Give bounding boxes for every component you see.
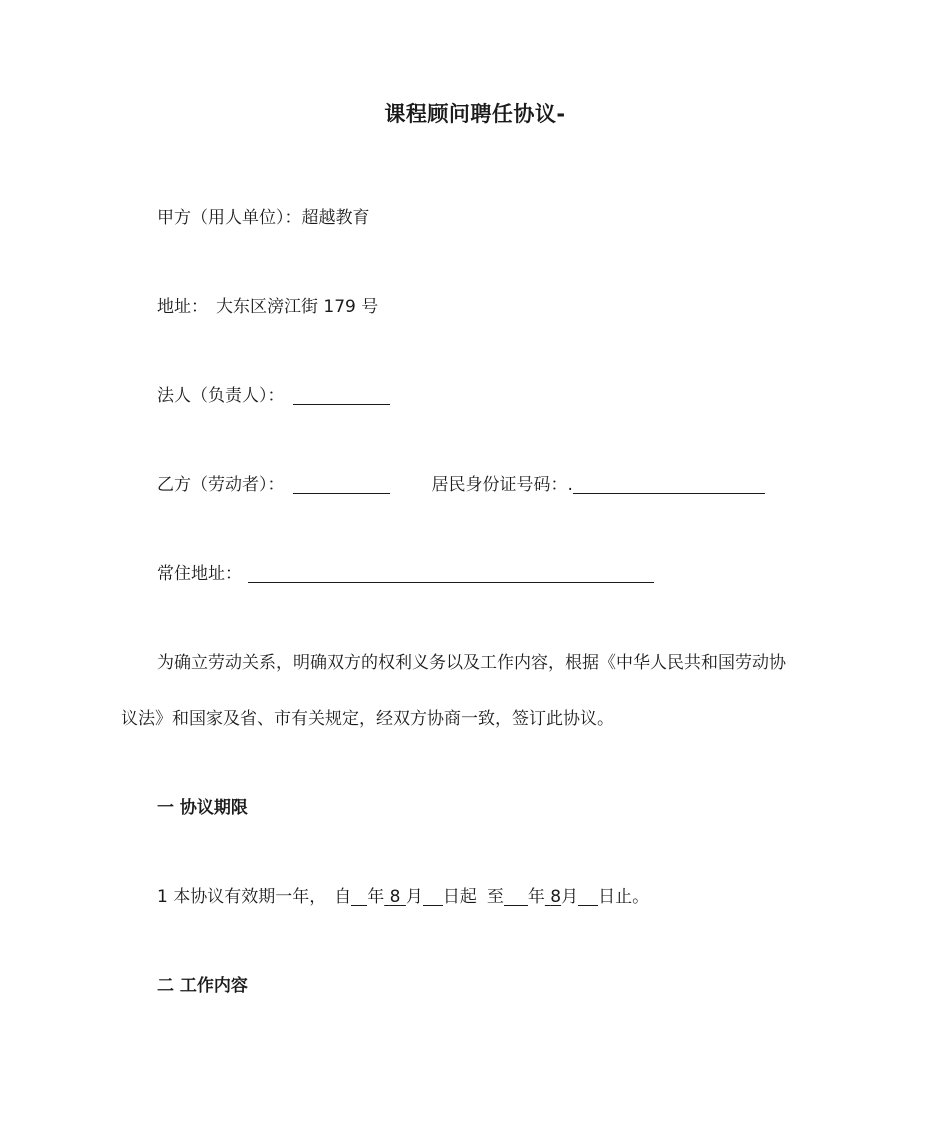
residence-line — [157, 563, 654, 585]
legal-rep-label: 法人（负责人）： — [157, 386, 285, 406]
residence-label: 常住地址： — [157, 564, 242, 584]
party-b-blank[interactable] — [293, 475, 390, 494]
start-day-blank[interactable] — [423, 887, 443, 906]
term-day-end: 日止。 — [598, 887, 650, 907]
start-year-blank[interactable] — [351, 887, 367, 906]
end-year-blank[interactable] — [504, 887, 528, 906]
section-1-heading: 一 协议期限 — [157, 798, 248, 818]
party-b-line — [157, 474, 765, 496]
address-line — [157, 296, 378, 318]
id-label: 居民身份证号码： — [431, 475, 568, 495]
document-title: 课程顾问聘任协议- — [384, 102, 566, 126]
term-year: 年 — [367, 887, 385, 907]
id-prefix: . — [567, 475, 573, 495]
address-label: 地址： — [157, 297, 208, 317]
end-month: 8 — [550, 887, 562, 907]
end-day-blank[interactable] — [578, 887, 598, 906]
term-day-start: 日起 — [442, 887, 477, 907]
term-clause — [157, 886, 649, 908]
term-from: 自 — [334, 887, 352, 907]
party-b-label: 乙方（劳动者）： — [157, 475, 285, 495]
address-value: 大东区滂江街 179 号 — [216, 297, 379, 317]
intro-line-2: 议法》和国家及省、市有关规定，经双方协商一致，签订此协议。 — [121, 709, 614, 729]
term-to: 至 — [486, 887, 504, 907]
party-a-line — [157, 207, 370, 229]
term-prefix: 1 本协议有效期一年， — [157, 887, 327, 907]
intro-line-1: 为确立劳动关系，明确双方的权利义务以及工作内容，根据《中华人民共和国劳动协 — [157, 653, 786, 673]
id-number-blank[interactable] — [573, 475, 765, 494]
legal-rep-line — [157, 385, 390, 407]
term-year-2: 年 — [527, 887, 545, 907]
start-month: 8 — [389, 887, 401, 907]
term-month-unit: 月 — [405, 887, 423, 907]
term-month-unit-2: 月 — [561, 887, 579, 907]
section-2-heading: 二 工作内容 — [157, 976, 248, 996]
legal-rep-blank[interactable] — [293, 386, 390, 405]
party-a-label: 甲方（用人单位）： — [157, 208, 302, 228]
residence-blank[interactable] — [248, 564, 654, 583]
party-a-value: 超越教育 — [301, 208, 370, 228]
